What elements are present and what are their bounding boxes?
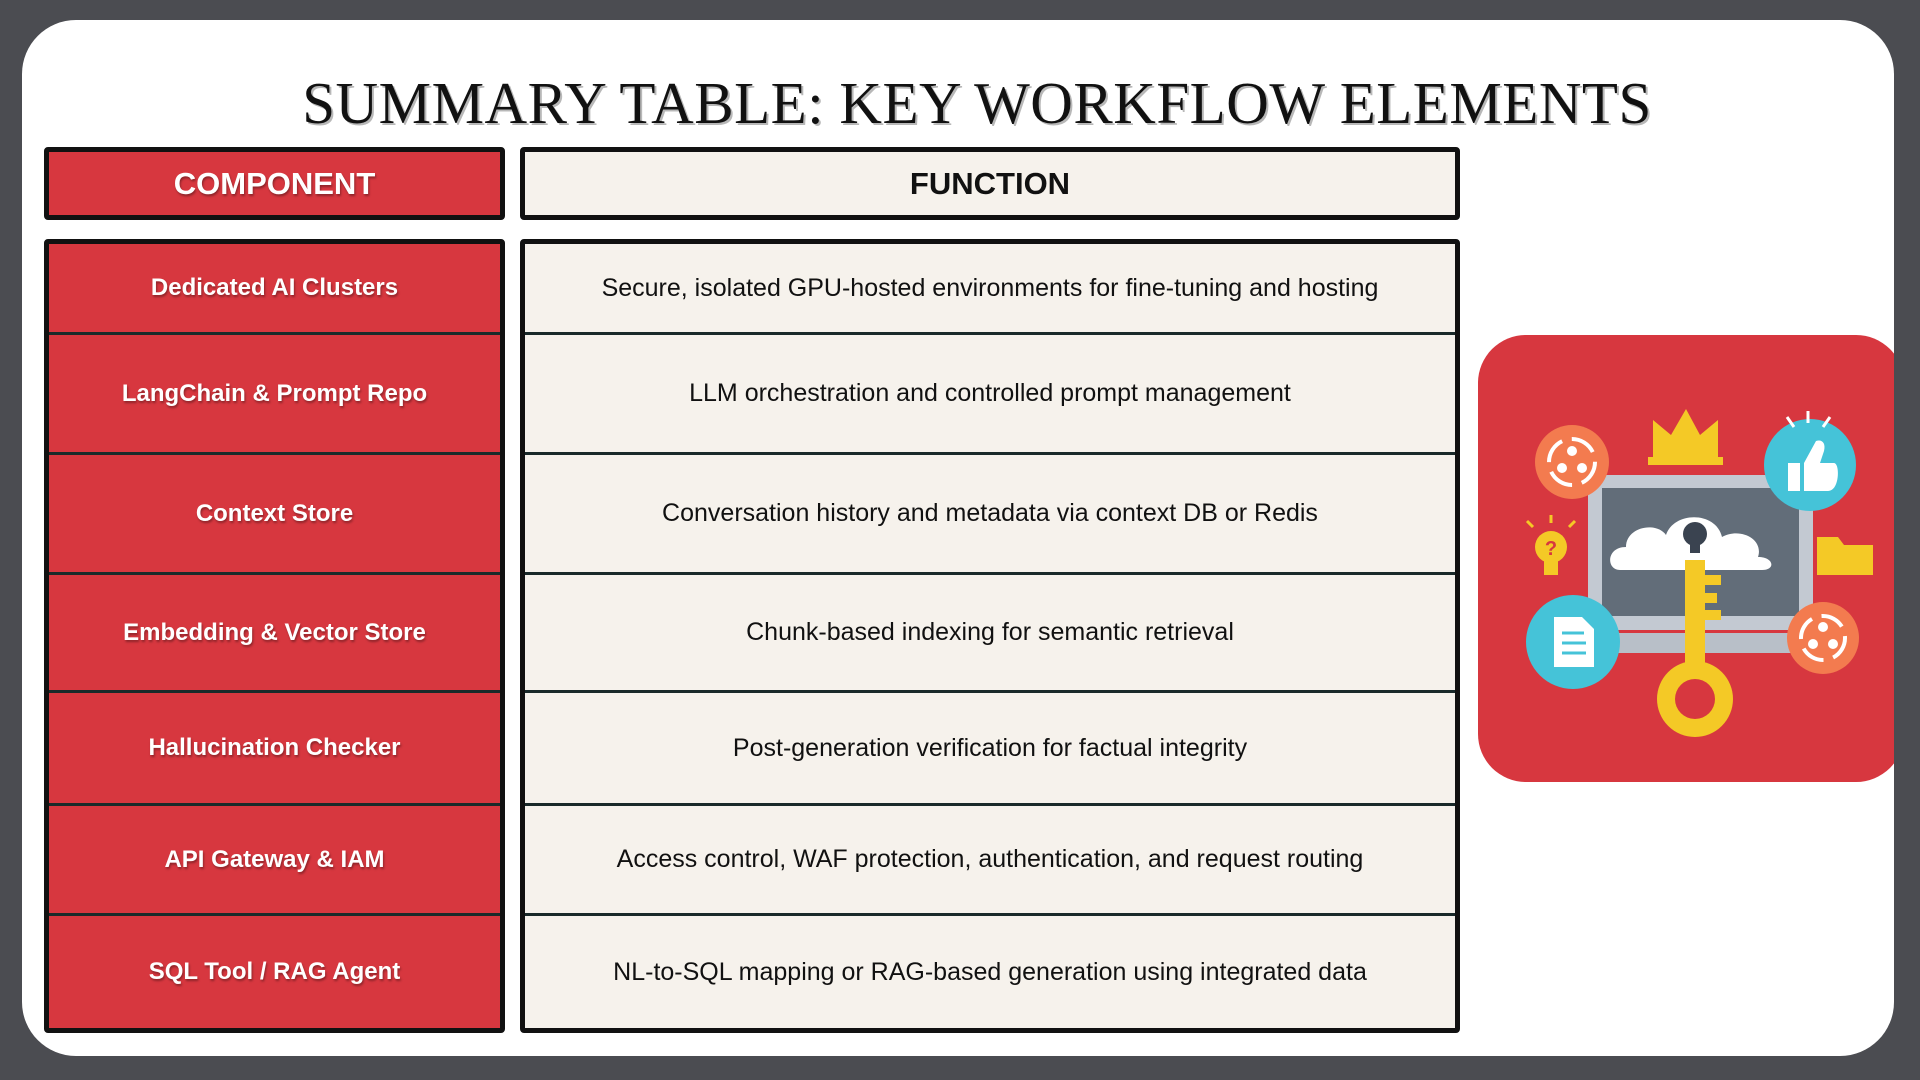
function-column [520,239,1460,1033]
function-cell: NL-to-SQL mapping or RAG-based generation using integrated data [613,957,1367,986]
function-cell: LLM orchestration and controlled prompt management [525,335,1455,455]
team-icon [1787,602,1859,674]
function-cell: Secure, isolated GPU-hosted environments for fine-tuning and hosting [525,244,1455,335]
component-column-header: COMPONENT [44,147,505,220]
team-icon [1535,425,1609,499]
page-title: SUMMARY TABLE: KEY WORKFLOW ELEMENTS [302,70,1652,136]
function-cell: Access control, WAF protection, authentication, and request routing [525,806,1455,916]
component-cell: Context Store [49,455,500,575]
slide [22,20,1894,1056]
security-illustration [1478,335,1894,782]
function-cell: Chunk-based indexing for semantic retrieval [525,575,1455,693]
svg-text:?: ? [1544,538,1558,560]
function-column-header: FUNCTION [520,147,1460,220]
function-cell: Conversation history and metadata via context DB or Redis [525,455,1455,575]
component-cell: API Gateway & IAM [49,806,500,916]
component-cell: LangChain & Prompt Repo [49,335,500,455]
component-cell: SQL Tool / RAG Agent [148,958,401,985]
component-cell: Hallucination Checker [49,693,500,806]
function-cell: Post-generation verification for factual integrity [525,693,1455,806]
document-icon [1526,595,1620,689]
component-column [44,239,505,1033]
component-cell: Dedicated AI Clusters [49,244,500,335]
component-cell: Embedding & Vector Store [49,575,500,693]
